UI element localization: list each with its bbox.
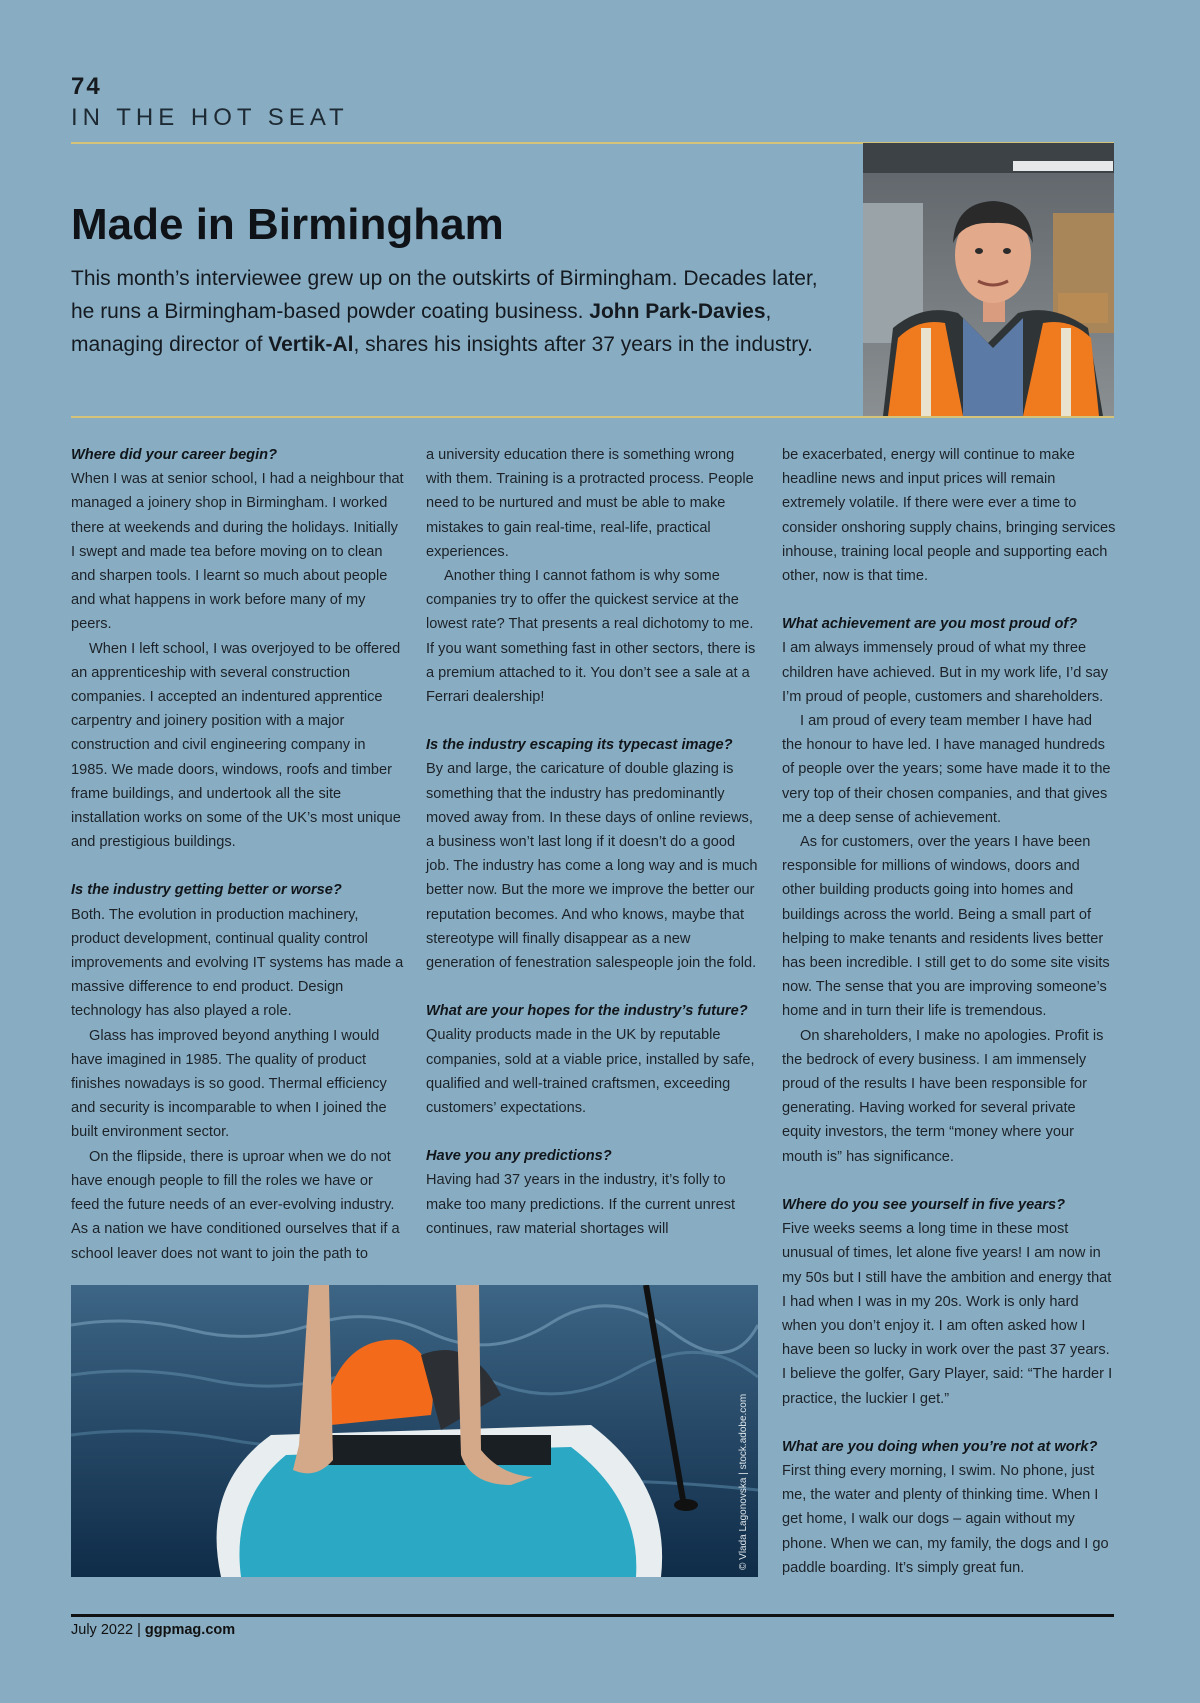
answer-paragraph: First thing every morning, I swim. No phone, just me, the water and plenty of thinking time. When I get home, I walk our dogs – again without my phone. When we can, my family, the dogs and I go paddle boarding. It’s simply great fun.	[782, 1462, 1109, 1576]
answer-paragraph: a university education there is something wrong with them. Training is a protracted process. People need to be nurtured and must be able to make mistakes to gain real-time, real-life, practical experiences.	[426, 447, 754, 560]
answer-paragraph: I am always immensely proud of what my three children have achieved. But in my work life, I’d say I’m proud of people, customers and shareholders.	[782, 640, 1109, 705]
answer-paragraph: Another thing I cannot fathom is why some companies try to offer the quickest service at the lowest rate? That presents a real dichotomy to me. If you want something fast in other sectors, there is a premium attached to it. You don’t see a sale at a Ferrari dealership!	[426, 568, 756, 706]
answer-paragraph: Glass has improved beyond anything I would have imagined in 1985. The quality of product finishes nowadays is so good. Thermal efficiency and security is incomparable to when I joined the built environment sector.	[71, 1027, 387, 1141]
photo-credit: © Vlada Lagonovska | stock.adobe.com	[738, 1393, 749, 1570]
question-heading: Where did your career begin?	[71, 447, 277, 463]
question-heading: Is the industry getting better or worse?	[71, 882, 342, 899]
question-heading: Is the industry escaping its typecast image?	[426, 737, 733, 754]
page-number: 74	[71, 73, 102, 100]
interviewee-name: John Park-Davies	[589, 300, 766, 323]
article-column-1	[71, 443, 405, 1266]
interviewee-portrait	[863, 143, 1114, 416]
article-standfirst: This month’s interviewee grew up on the outskirts of Birmingham. Decades later, he runs a Birmingham-based powder coating business. John Park-Davies, managing director of Vertik-Al, shares his insights after 37 years in the industry.	[71, 267, 818, 356]
section-label: IN THE HOT SEAT	[71, 104, 349, 131]
website-link[interactable]: ggpmag.com	[144, 1622, 236, 1638]
answer-paragraph: By and large, the caricature of double glazing is something that the industry has predominantly moved away from. In these days of online reviews, a business won’t last long if it doesn’t do a good job. The industry has come a long way and is much better now. But the more we improve the better our reputation becomes. And who knows, maybe that stereotype will finally disappear as a new generation of fenestration salespeople join the fold.	[426, 761, 758, 972]
question-heading: What achievement are you most proud of?	[782, 616, 1078, 633]
answer-paragraph: When I was at senior school, I had a neighbour that managed a joinery shop in Birmingham. I worked there at weekends and during the holidays. Initially I swept and made tea before moving on to clean and sharpen tools. I learnt so much about people and what happens in work before many of my peers.	[71, 471, 404, 633]
issue-date: July 2022	[71, 1622, 134, 1638]
question-heading: Where do you see yourself in five years?	[782, 1196, 1066, 1213]
footer-divider	[71, 1614, 1114, 1617]
answer-paragraph: Five weeks seems a long time in these most unusual of times, let alone five years! I am now in my 50s but I still have the ambition and energy that I had when I was in my 20s. Work is only hard when you don’t enjoy it. I am often asked how I have been so lucky in work over the past 37 years. I believe the golfer, Gary Player, said: “The harder I practice, the luckier I get.”	[782, 1221, 1113, 1407]
article-headline: Made in Birmingham	[71, 200, 504, 249]
middle-divider	[71, 416, 1114, 418]
question-heading: Have you any predictions?	[426, 1148, 612, 1165]
article-column-2	[426, 443, 760, 1241]
answer-paragraph: be exacerbated, energy will continue to make headline news and input prices will remain extremely volatile. If there were ever a time to consider onshoring supply chains, bringing services inhouse, training local people and supporting each other, now is that time.	[782, 447, 1116, 585]
answer-paragraph: Both. The evolution in production machinery, product development, continual quality control improvements and evolving IT systems has made a massive difference to end product. Design technology has also played a role.	[71, 906, 404, 1020]
company-name: Vertik-Al	[268, 333, 354, 356]
question-heading: What are your hopes for the industry’s future?	[426, 1003, 748, 1020]
paddleboard-photo	[71, 1285, 758, 1577]
answer-paragraph: Quality products made in the UK by reputable companies, sold at a viable price, installed by safe, qualified and well-trained craftsmen, exceeding customers’ expectations.	[426, 1027, 755, 1117]
answer-paragraph: On the flipside, there is uproar when we do not have enough people to fill the roles we have or feed the future needs of an ever-evolving industry. As a nation we have conditioned ourselves that if a school leaver does not want to join the path to	[71, 1148, 400, 1262]
page-footer: July 2022 | ggpmag.com	[71, 1622, 236, 1638]
answer-paragraph: When I left school, I was overjoyed to be offered an apprenticeship with several construction companies. I accepted an indentured apprentice carpentry and joinery position with a major construction and civil engineering company in 1985. We made doors, windows, roofs and timber frame buildings, and undertook all the site installation works on some of the UK’s most unique and prestigious buildings.	[71, 640, 401, 851]
answer-paragraph: On shareholders, I make no apologies. Profit is the bedrock of every business. I am immensely proud of the results I have been responsible for generating. Having worked for several private equity investors, the term “money where your mouth is” has significance.	[782, 1027, 1104, 1165]
answer-paragraph: As for customers, over the years I have been responsible for millions of windows, doors and other building products going into homes and buildings across the world. Being a small part of helping to make tenants and residents lives better has been incredible. I still get to do some site visits now. The sense that you are improving someone’s home and in turn their life is tremendous.	[782, 834, 1110, 1020]
answer-paragraph: Having had 37 years in the industry, it’s folly to make too many predictions. If the current unrest continues, raw material shortages will	[426, 1172, 736, 1237]
answer-paragraph: I am proud of every team member I have had the honour to have led. I have managed hundreds of people over the years; some have made it to the very top of their chosen companies, and that gives me a deep sense of achievement.	[782, 713, 1111, 826]
question-heading: What are you doing when you’re not at work?	[782, 1438, 1098, 1455]
article-column-3	[782, 443, 1116, 1580]
